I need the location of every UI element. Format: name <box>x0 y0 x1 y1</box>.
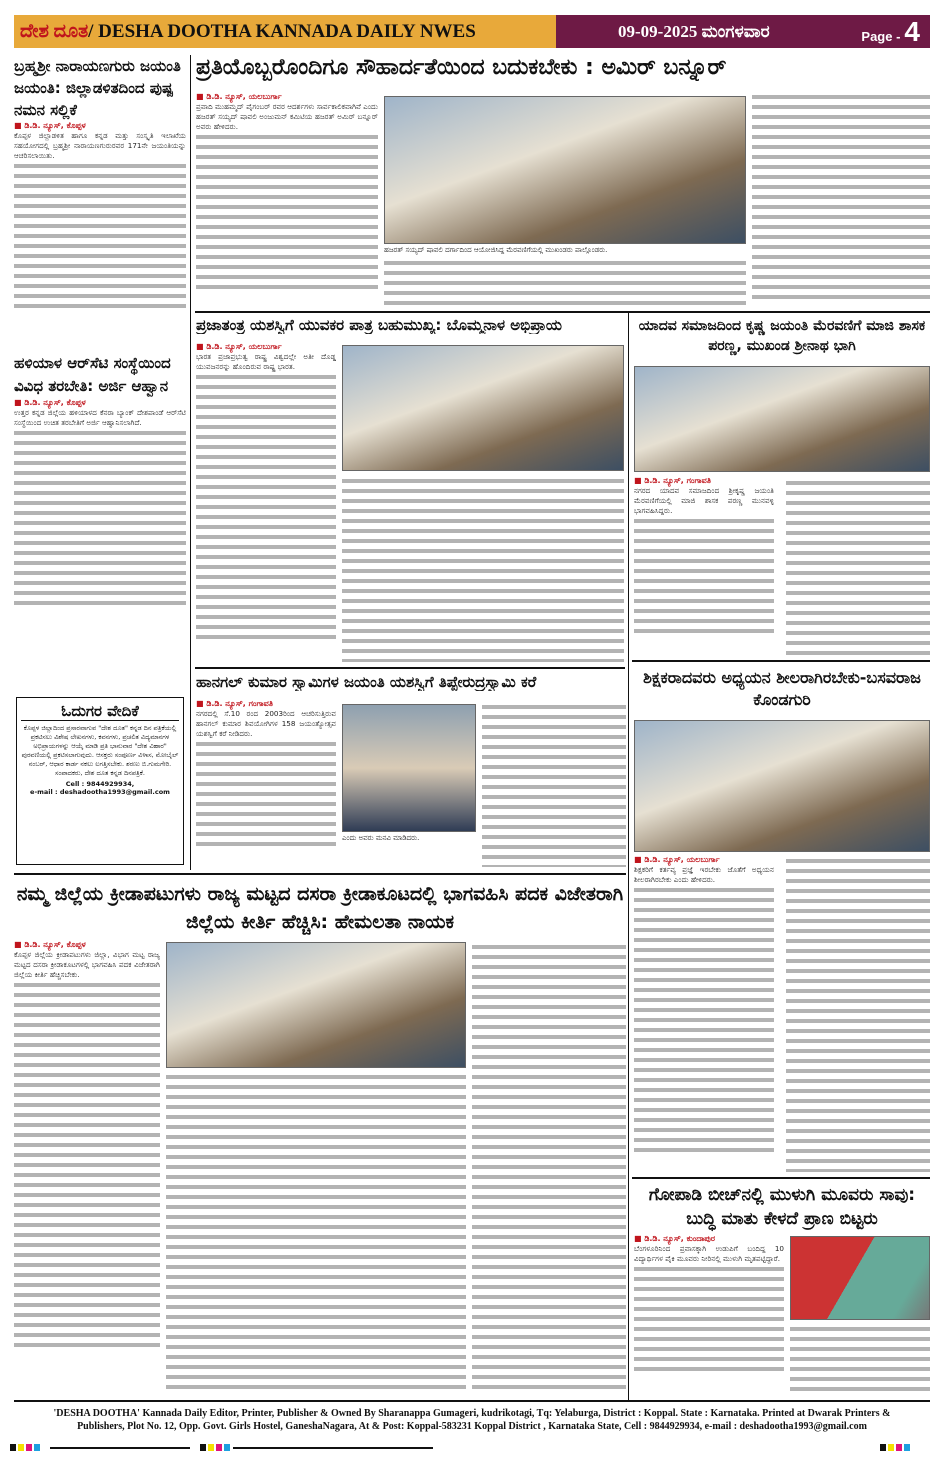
article-body <box>14 161 186 311</box>
article-body <box>752 92 930 304</box>
article-body <box>342 476 624 662</box>
headline: ನಮ್ಮ ಜಿಲ್ಲೆಯ ಕ್ರೀಡಾಪಟುಗಳು ರಾಜ್ಯ ಮಟ್ಟದ ದಸರಾ ಕ್ರೀಡಾಕೂಟದಲ್ಲಿ ಭಾಗವಹಿಸಿ ಪದಕ ವಿಜೇತರಾಗಿ ಜಿಲ್ಲೆಯ ಕೀರ್ತಿ ಹೆಚ್ಚಿಸಿ: ಹೇಮಲತಾ ನಾಯಕ <box>16 883 624 933</box>
photo-krishna-procession <box>634 366 930 472</box>
page-label: Page - <box>861 28 901 44</box>
article-body <box>790 1324 930 1396</box>
article-narayana-guru <box>14 55 186 311</box>
readers-forum-cell: Cell : 9844929934, <box>65 780 135 788</box>
article-lead: ಕೊಪ್ಪಳ ಜಿಲ್ಲೆಯ ಕ್ರೀಡಾಪಟುಗಳು ಜಿಲ್ಲಾ, ವಿಭಾಗ ಮಟ್ಟ ರಾಜ್ಯ ಮಟ್ಟದ ದಸರಾ ಕ್ರೀಡಾಕೂಟಗಳಲ್ಲಿ ಭಾಗವಹಿಸಿ ಪದಕ ವಿಜೇತರಾಗಿ ಜಿಲ್ಲೆಯ ಕೀರ್ತಿ ಹೆಚ್ಚಿಸಬೇಕು. <box>14 950 160 979</box>
readers-forum-title: ಓದುಗರ ವೇದಿಕೆ <box>21 702 179 721</box>
article-body <box>482 702 626 867</box>
article-krishna-col1 <box>634 476 774 636</box>
article-body <box>634 1264 784 1374</box>
headline: ಯಾದವ ಸಮಾಜದಿಂದ ಕೃಷ್ಣ ಜಯಂತಿ ಮೆರವಣಿಗೆ ಮಾಜಿ ಶಾಸಕ ಪರಣ್ಣ, ಮುಖಂಡ ಶ್ರೀನಾಥ ಭಾಗಿ <box>638 318 926 354</box>
byline: ■ ಡಿ.ಡಿ. ನ್ಯೂಸ್, ಯಲಬುರ್ಗಾ <box>196 92 378 102</box>
article-body <box>634 516 774 636</box>
article-body <box>196 132 378 294</box>
headline: ಹಾನಗಲ್ ಕುಮಾರ ಸ್ವಾಮಿಗಳ ಜಯಂತಿ ಯಶಸ್ವಿಗೆ ತಿಪ್ಪೇರುದ್ರಸ್ವಾಮಿ ಕರೆ <box>196 673 537 691</box>
registration-marks <box>200 1444 230 1451</box>
article-dasara <box>14 880 626 936</box>
imprint-line-1: 'DESHA DOOTHA' Kannada Daily Editor, Printer, Publisher & Owned By Sharanappa Gumageri, kudrikotagi, Tq: Yelaburga, District : Koppal. State : Karnataka. Printed at Dwarak Printers & <box>53 1408 891 1419</box>
headline: ಪ್ರಜಾತಂತ್ರ ಯಶಸ್ವಿಗೆ ಯುವಕರ ಪಾತ್ರ ಬಹುಮುಖ್ಯ: ಬೊಮ್ಮನಾಳ ಅಭಿಪ್ರಾಯ <box>196 316 562 334</box>
article-dasara-col1 <box>14 940 160 1350</box>
article-body <box>196 372 336 642</box>
section-divider <box>14 873 626 875</box>
article-rseti <box>14 352 186 608</box>
article-amir-col1 <box>196 92 378 294</box>
photo-caption: ಹಜರತ್ ಸಯ್ಯದ್ ಷಾವಲಿ ದರ್ಗಾದಿಂದ ಆಯೋಜಿಸಿದ್ದ ಮೆರವಣಿಗೆಯಲ್ಲಿ ಮುಖಂಡರು ಪಾಲ್ಗೊಂಡರು. <box>384 246 608 254</box>
article-shikshaka-col1 <box>634 855 774 1155</box>
section-divider <box>195 311 930 313</box>
registration-marks <box>880 1444 910 1451</box>
photo-caption: ಎಂದು ಅವರು ಮನವಿ ಮಾಡಿದರು. <box>342 834 420 842</box>
article-gopadi-col1 <box>634 1234 784 1374</box>
masthead-title <box>14 15 556 48</box>
article-lead: ಕೊಪ್ಪಳ ಜಿಲ್ಲಾಡಳಿತ ಹಾಗೂ ಕನ್ನಡ ಮತ್ತು ಸಂಸ್ಕೃತಿ ಇಲಾಖೆಯ ಸಹಯೋಗದಲ್ಲಿ ಬ್ರಹ್ಮಶ್ರೀ ನಾರಾಯಣಗುರುರವರ 171ನೇ ಜಯಂತಿಯನ್ನು ಆಚರಿಸಲಾಯಿತು. <box>14 131 186 160</box>
photo-dasara-inauguration <box>166 942 466 1068</box>
article-body <box>196 739 336 849</box>
byline: ■ ಡಿ.ಡಿ. ನ್ಯೂಸ್, ಕೊಪ್ಪಳ <box>14 398 186 408</box>
article-lead: ನಗರದ ಯಾದವ ಸಮಾಜದಿಂದ ಶ್ರೀಕೃಷ್ಣ ಜಯಂತಿ ಮೆರವಣಿಗೆಯಲ್ಲಿ ಮಾಜಿ ಶಾಸಕ ಪರಣ್ಣ ಮುನವಳ್ಳಿ ಭಾಗವಹಿಸಿದ್ದರು. <box>634 486 774 515</box>
byline: ■ ಡಿ.ಡಿ. ನ್ಯೂಸ್, ಯಲಬುರ್ಗಾ <box>196 342 336 352</box>
photo-gopadi-students <box>790 1236 930 1320</box>
headline: ಪ್ರತಿಯೊಬ್ಬರೊಂದಿಗೂ ಸೌಹಾರ್ದತೆಯಿಂದ ಬದುಕಬೇಕು : ಅಮಿರ್ ಬನ್ನೂರ್ <box>196 55 727 80</box>
article-krishna <box>634 316 930 356</box>
byline: ■ ಡಿ.ಡಿ. ನ್ಯೂಸ್, ಕುಂದಾಪುರ <box>634 1234 784 1244</box>
section-divider <box>195 667 625 669</box>
photo-hanagal-speaker <box>342 704 476 832</box>
byline: ■ ಡಿ.ಡಿ. ನ್ಯೂಸ್, ಗಂಗಾವತಿ <box>196 699 336 709</box>
article-bommanal <box>196 316 626 334</box>
issue-date: 09-09-2025 ಮಂಗಳವಾರ <box>618 21 770 41</box>
article-body <box>14 428 186 608</box>
print-rule <box>233 1447 433 1449</box>
article-hanagal <box>196 673 626 691</box>
byline: ■ ಡಿ.ಡಿ. ನ್ಯೂಸ್, ಯಲಬುರ್ಗಾ <box>634 855 774 865</box>
article-lead: ಪ್ರವಾದಿ ಮುಹಮ್ಮದ್ ಪೈಗಂಬರ್ ರವರ ಆದರ್ಶಗಳು ಸಾರ್ವಕಾಲಿಕವಾಗಿವೆ ಎಂದು ಹಜರತ್ ಸಯ್ಯದ್ ಷಾವಲಿ ಅಂಜುಮನ್ ಕಮಿಟಿಯ ಹಜರತ್ ಅಮಿರ್ ಬನ್ನೂರ್ ಅವರು ಹೇಳಿದರು. <box>196 102 378 131</box>
article-hanagal-col1 <box>196 699 336 849</box>
headline: ಹಳಿಯಾಳ ಆರ್‌ಸೆಟಿ ಸಂಸ್ಥೆಯಿಂದ ವಿವಿಧ ತರಬೇತಿ: ಅರ್ಜಿ ಆಹ್ವಾನ <box>14 354 171 395</box>
section-divider <box>632 660 930 662</box>
registration-marks <box>10 1444 40 1451</box>
photo-shikshaka <box>634 720 930 852</box>
footer-divider <box>14 1400 930 1402</box>
headline: ಬ್ರಹ್ಮಶ್ರೀ ನಾರಾಯಣಗುರು ಜಯಂತಿ ಜಯಂತಿ: ಜಿಲ್ಲಾಡಳಿತದಿಂದ ಪುಷ್ಪ ನಮನ ಸಲ್ಲಿಕೆ <box>14 57 181 119</box>
column-divider <box>190 55 191 870</box>
article-body <box>166 1072 466 1394</box>
imprint-footer <box>14 1407 930 1433</box>
article-gopadi <box>634 1183 930 1231</box>
column-divider <box>628 312 629 1402</box>
article-body <box>14 980 160 1350</box>
article-body <box>786 856 930 1172</box>
byline: ■ ಡಿ.ಡಿ. ನ್ಯೂಸ್, ಕೊಪ್ಪಳ <box>14 940 160 950</box>
headline: ಗೋಪಾಡಿ ಬೀಚ್‌ನಲ್ಲಿ ಮುಳುಗಿ ಮೂವರು ಸಾವು: ಬುದ್ಧಿ ಮಾತು ಕೇಳದೆ ಪ್ರಾಣ ಬಿಟ್ಟರು <box>648 1185 916 1229</box>
article-bommanal-col1 <box>196 342 336 642</box>
article-lead: ಶಿಕ್ಷಕರಿಗೆ ಕರ್ತವ್ಯ ಪ್ರಜ್ಞೆ ಇರಬೇಕು ಜೊತೆಗೆ ಅಧ್ಯಯನ ಶೀಲರಾಗಿರಬೇಕು ಎಂದು ಹೇಳಿದರು. <box>634 865 774 884</box>
page-indicator <box>861 16 920 48</box>
article-amir <box>196 55 930 81</box>
article-body <box>384 258 746 306</box>
article-body <box>472 942 626 1394</box>
section-divider <box>632 1177 930 1179</box>
byline: ■ ಡಿ.ಡಿ. ನ್ಯೂಸ್, ಕೊಪ್ಪಳ <box>14 121 186 131</box>
article-lead: ನಗರದಲ್ಲಿ ಸೆ.10 ರಂದ 2003ರಿಂದ ಆಚರಿಸುತ್ತಿರುವ ಹಾನಗಲ್ ಕುಮಾರ ಶಿವಯೋಗಿಗಳ 158 ಜಯಂತ್ಯೋತ್ಸವ ಯಶಸ್ವಿಗೆ ಕರೆ ನೀಡಿದರು. <box>196 709 336 738</box>
readers-forum-email[interactable]: e-mail : deshadootha1993@gmail.com <box>30 788 170 796</box>
photo-amir-procession <box>384 96 746 244</box>
headline: ಶಿಕ್ಷಕರಾದವರು ಅಧ್ಯಯನ ಶೀಲರಾಗಿರಬೇಕು-ಬಸವರಾಜ ಕೊಂಡಗುರಿ <box>643 668 921 709</box>
page-number: 4 <box>904 15 920 47</box>
article-lead: ಉತ್ತರ ಕನ್ನಡ ಜಿಲ್ಲೆಯ ಹಳಿಯಾಳದ ಕೆನರಾ ಬ್ಯಾಂಕ್ ದೇಶಪಾಂಡೆ ಆರ್‌ಸೆಟಿ ಸಂಸ್ಥೆಯಿಂದ ಉಚಿತ ತರಬೇತಿಗೆ ಅರ್ಜಿ ಆಹ್ವಾನಿಸಲಾಗಿದೆ. <box>14 408 186 427</box>
masthead-date-bar <box>556 15 930 48</box>
print-rule <box>50 1447 190 1449</box>
photo-bommanal <box>342 345 624 471</box>
article-body <box>634 885 774 1155</box>
brand-kannada: ದೇಶ ದೂತ <box>20 20 89 42</box>
article-body <box>786 478 930 656</box>
readers-forum-body: ಕೊಪ್ಪಳ ಜಿಲ್ಲಾದಿಂದ ಪ್ರಸಾರವಾಗುವ "ದೇಶ ದೂತ" ಕನ್ನಡ ದಿನ ಪತ್ರಿಕೆಯಲ್ಲಿ ಪ್ರಕಟಿಸಲು ವಿಶೇಷ ಲೇಖನಗಳು, ಕವನಗಳು, ಪ್ರಚಲಿತ ವಿದ್ಯಮಾನಗಳ ಅಭಿಪ್ರಾಯಗಳನ್ನು ಆಯ್ಕೆ ಮಾಡಿ ಪ್ರತಿ ಭಾನುವಾರ "ದೇಶ ವಿಹಾರ" ಪುರವಣಿಯಲ್ಲಿ ಪ್ರಕಟಿಸಲಾಗುವುದು. ಆಸಕ್ತರು ಸಂಪೂರ್ಣ ವಿಳಾಸ, ಮೋಬೈಲ್ ನಂಬರ್, ಆಧಾರ ಕಾರ್ಡ ನಕಲು ಲಗತ್ತಿಸಬೇಕು. ಶರಣು ಬಿ.ಗುಮಗೇರಿ. ಸಂಪಾದಕರು, ದೇಶ ದೂತ ಕನ್ನಡ ದಿನಪತ್ರಿಕೆ. <box>21 724 179 777</box>
imprint-line-2: Publishers, Plot No. 12, Opp. Govt. Girls Hostel, GaneshaNagara, At & Post: Koppal-583231 Koppal District , Karnataka State, Cell : 9844929934, e-mail : deshadootha1993@gmail.com <box>77 1421 867 1432</box>
article-lead: ಭಾರತ ಪ್ರಜಾಪ್ರಭುತ್ವ ರಾಷ್ಟ್ರ ವಿಶ್ವದಲ್ಲೇ ಅತೀ ದೊಡ್ಡ ಯುವಜನರನ್ನು ಹೊಂದಿರುವ ರಾಷ್ಟ್ರ ಭಾರತ. <box>196 352 336 371</box>
brand-english: / DESHA DOOTHA KANNADA DAILY NWES <box>88 20 476 42</box>
readers-forum-box <box>16 697 184 865</box>
byline: ■ ಡಿ.ಡಿ. ನ್ಯೂಸ್, ಗಂಗಾವತಿ <box>634 476 774 486</box>
article-lead: ಬೆಂಗಳೂರಿನಿಂದ ಪ್ರವಾಸಕ್ಕಾಗಿ ಉಡುಪಿಗೆ ಬಂದಿದ್ದ 10 ವಿದ್ಯಾರ್ಥಿಗಳ ಪೈಕಿ ಮೂವರು ನೀರಿನಲ್ಲಿ ಮುಳುಗಿ ಮೃತಪಟ್ಟಿದ್ದಾರೆ. <box>634 1244 784 1263</box>
article-shikshaka <box>634 667 930 711</box>
